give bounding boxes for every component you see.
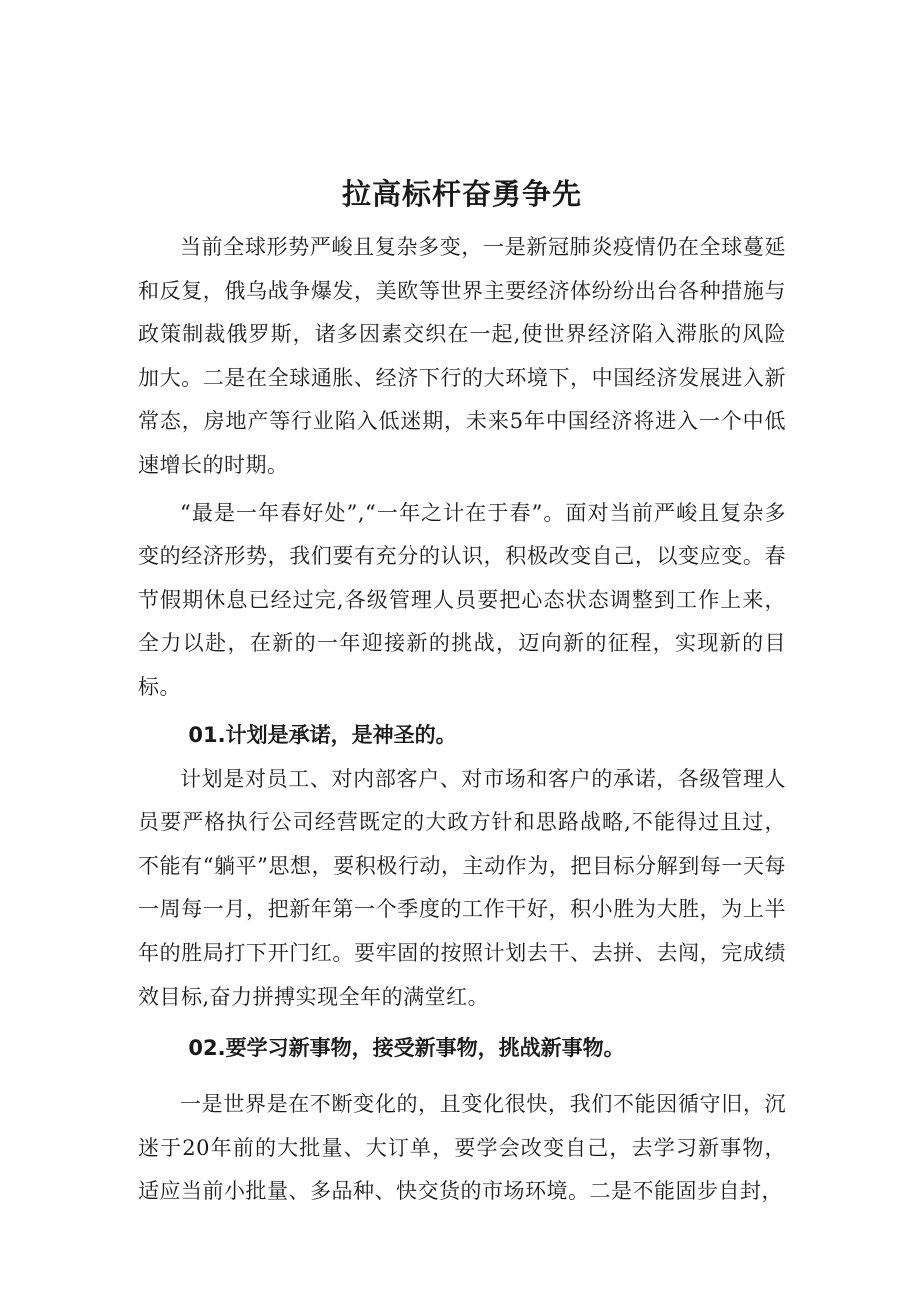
- section-heading-plan: 01.计划是承诺，是神圣的。: [188, 722, 457, 747]
- paragraph-spring-quote: “最是一年春好处”,“一年之计在于春”。面对当前严峻且复杂多变的经济形势，我们要有充分的认识，积极改变自己，以变应变。春节假期休息已经过完,各级管理人员要把心态状态调整到工作上来，全力以赴，在新的一年迎接新的挑战，迈向新的征程，实现新的目标。: [138, 500, 786, 699]
- section-heading-learn: 02.要学习新事物，接受新事物，挑战新事物。: [188, 1036, 625, 1061]
- document-page: [138, 170, 786, 1218]
- paragraph-learn-new-things: 一是世界是在不断变化的，且变化很快，我们不能因循守旧，沉迷于20年前的大批量、大订单，要学会改变自己，去学习新事物，适应当前小批量、多品种、快交货的市场环境。二是不能固步自封，: [138, 1092, 786, 1204]
- paragraph-global-situation: 当前全球形势严峻且复杂多变，一是新冠肺炎疫情仍在全球蔓延和反复，俄乌战争爆发，美欧等世界主要经济体纷纷出台各种措施与政策制裁俄罗斯，诸多因素交织在一起,使世界经济陷入滞胀的风险加大。二是在全球通胀、经济下行的大环境下，中国经济发展进入新常态，房地产等行业陷入低迷期，未来5年中国经济将进入一个中低速增长的时期。: [138, 235, 786, 477]
- paragraph-plan-commitment: 计划是对员工、对内部客户、对市场和客户的承诺，各级管理人员要严格执行公司经营既定的大政方针和思路战略,不能得过且过，不能有“躺平”思想，要积极行动，主动作为，把目标分解到每一天每一周每一月，把新年第一个季度的工作干好，积小胜为大胜，为上半年的胜局打下开门红。要牢固的按照计划去干、去拼、去闯，完成绩效目标,奋力拼搏实现全年的满堂红。: [138, 766, 786, 1009]
- document-title: 拉高标杆奋勇争先: [341, 177, 582, 211]
